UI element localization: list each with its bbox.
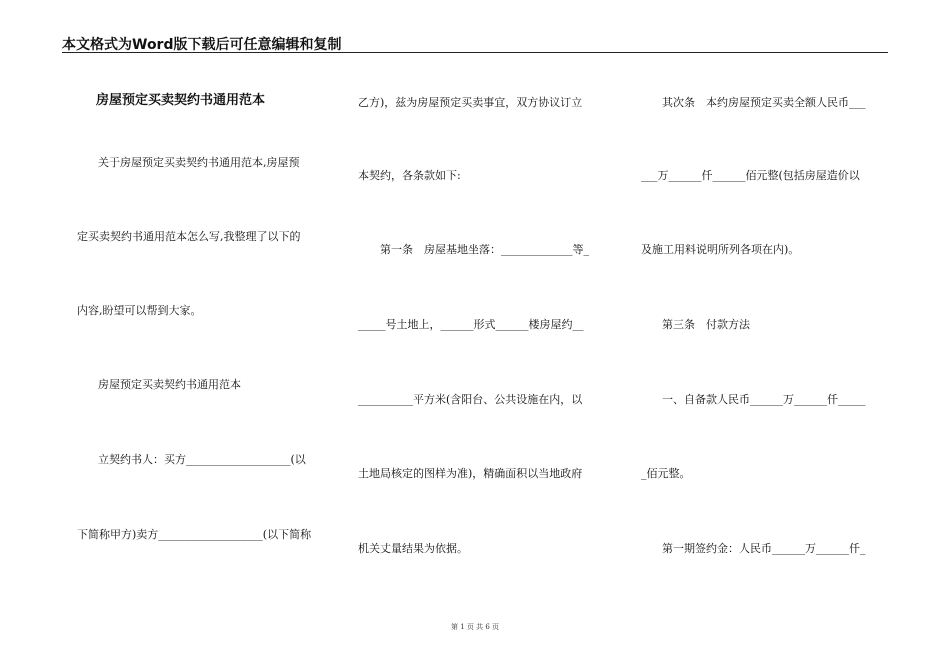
- paragraph-line: _佰元整。: [641, 467, 691, 480]
- page-indicator: 第 1 页 共 6 页: [450, 623, 500, 631]
- paragraph-line: 机关丈量结果为依据。: [358, 542, 468, 555]
- paragraph-line: 第一期签约金：人民币______万______仟_: [662, 542, 866, 555]
- clause-line: 第一条 房屋基地坐落：_____________等_: [380, 243, 589, 256]
- paragraph-line: 土地局核定的图样为准)，精确面积以当地政府: [358, 467, 583, 480]
- paragraph-line: 乙方)，兹为房屋预定买卖事宜，双方协议订立: [358, 96, 583, 109]
- paragraph-line: 下简称甲方)卖方___________________(以下简称: [77, 528, 312, 541]
- paragraph-line: ___万______仟______佰元整(包括房屋造价以: [641, 169, 860, 182]
- section-heading: 房屋预定买卖契约书通用范本: [98, 378, 241, 391]
- paragraph-line: __________平方米(含阳台、公共设施在内，以: [358, 393, 583, 406]
- clause-line: 第三条 付款方法: [662, 318, 750, 331]
- paragraph-line: 一、自备款人民币______万______仟_____: [662, 393, 866, 406]
- document-title: 房屋预定买卖契约书通用范本: [96, 93, 266, 108]
- paragraph-line: 及施工用料说明所列各项在内)。: [641, 243, 800, 256]
- paragraph-line: 定买卖契约书通用范本怎么写,我整理了以下的: [77, 230, 301, 243]
- paragraph-line: 关于房屋预定买卖契约书通用范本,房屋预: [98, 156, 300, 169]
- header-divider: [62, 52, 888, 53]
- paragraph-line: 内容,盼望可以帮到大家。: [77, 304, 202, 317]
- paragraph-line: 立契约书人：买方___________________(以: [98, 453, 306, 466]
- clause-line: 其次条 本约房屋预定买卖全额人民币___: [662, 96, 866, 109]
- paragraph-line: _____号土地上，______形式______楼房屋约__: [358, 318, 584, 331]
- document-header: 本文格式为Word版下载后可任意编辑和复制: [62, 37, 342, 53]
- paragraph-line: 本契约，各条款如下:: [358, 169, 461, 182]
